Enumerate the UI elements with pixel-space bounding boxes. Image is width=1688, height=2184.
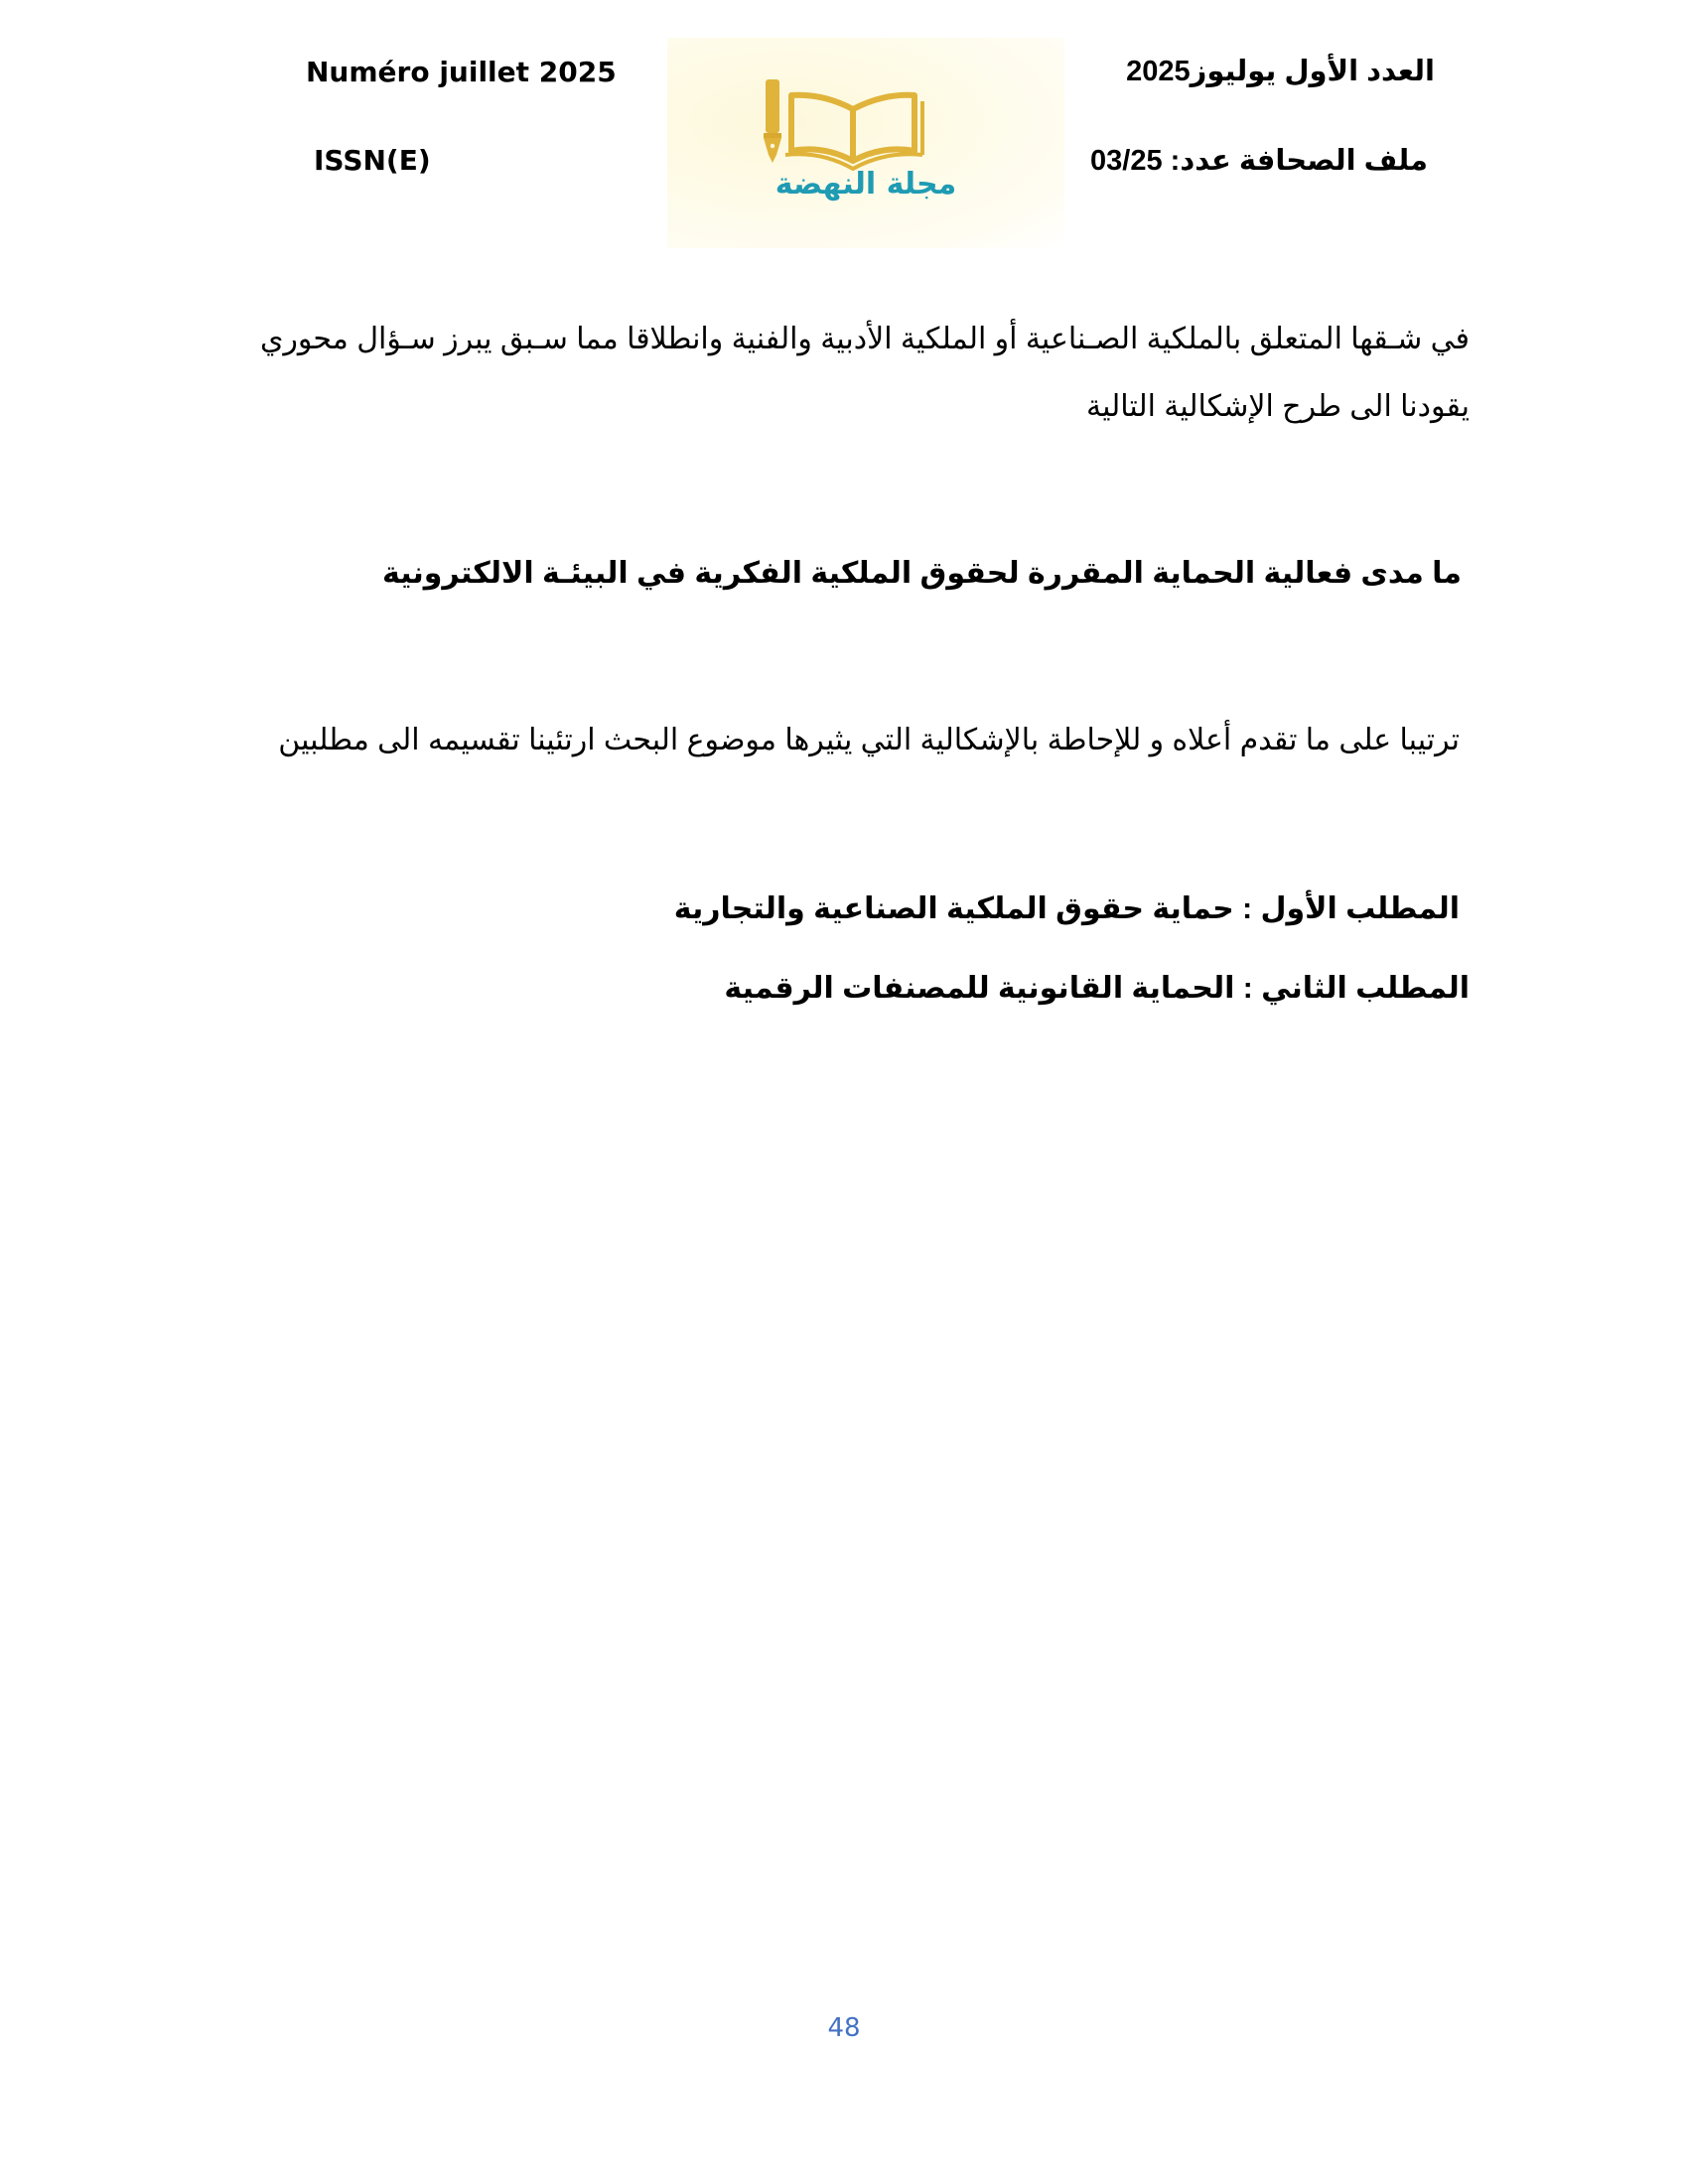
press-file-number: ملف الصحافة عدد: 03/25 [1090,145,1428,177]
paragraph-line: يقودنا الى طرح الإشكالية التالية [1085,390,1470,423]
journal-logo [667,38,1064,248]
paragraph-plan: ترتيبا على ما تقدم أعلاه و للإحاطة بالإشكالية التي يثيرها موضوع البحث ارتئينا تقسيمه الى مطلبين [278,724,1460,756]
issue-label-french: Numéro juillet 2025 [306,56,617,88]
paragraph-line: في شـقها المتعلق بالملكية الصـناعية أو الملكية الأدبية والفنية وانطلاقا مما سـبق يبرز سـؤال محوري [259,323,1470,355]
section-heading-1: المطلب الأول : حماية حقوق الملكية الصناعية والتجارية [673,892,1460,925]
research-question: ما مدى فعالية الحماية المقررة لحقوق الملكية الفكرية في البيئـة الالكترونية [382,557,1462,590]
pen-and-open-book-icon [762,75,970,175]
logo-text: مجلة النهضة [774,167,957,202]
section-heading-2: المطلب الثاني : الحماية القانونية للمصنفات الرقمية [724,972,1470,1005]
issn-label: ISSN(E) [314,144,431,177]
page-number: 48 [827,2013,861,2043]
issue-label-arabic: العدد الأول يوليوز2025 [1126,56,1435,87]
